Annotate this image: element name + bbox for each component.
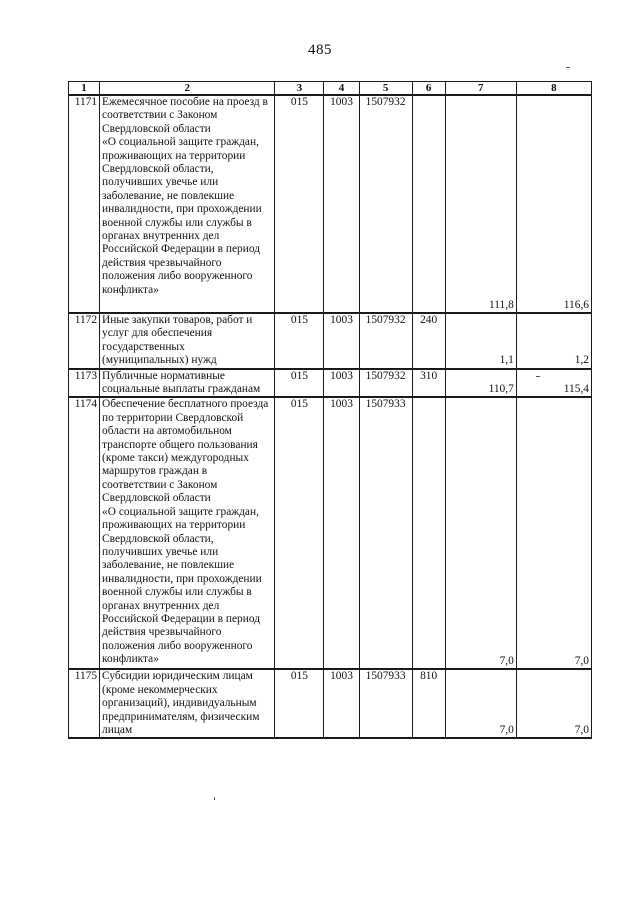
cell-col7: 7,0	[445, 397, 516, 669]
table-row	[69, 669, 592, 738]
row-number: 1171	[69, 95, 100, 313]
cell-col7: 111,8	[445, 95, 516, 313]
cell-col5: 1507932	[359, 369, 412, 398]
table-header-row	[69, 82, 592, 96]
cell-col3: 015	[275, 669, 324, 738]
cell-col7: 1,1	[445, 313, 516, 369]
page-number: 485	[308, 42, 332, 58]
cell-col5: 1507932	[359, 95, 412, 313]
row-name: Субсидии юридическим лицам (кроме некоммерческих организаций), индивидуальным предпринимателям, физическим лицам	[100, 669, 275, 738]
col-header-3: 3	[275, 82, 324, 96]
col-header-1: 1	[69, 82, 100, 96]
row-name: Обеспечение бесплатного проезда по территории Свердловской области на автомобильном транспорте общего пользования (кроме такси) междугородных маршрутов граждан в соответствии с Законом Свердловской области «О социальной защите граждан, проживающих на территории Свердловской области, получивших увечье или заболевание, не повлекшие инвалидности, при прохождении военной службы или службы в органах внутренних дел Российской Федерации в период действия чрезвычайного положения либо вооруженного конфликта»	[100, 397, 275, 669]
col-header-2: 2	[100, 82, 275, 96]
cell-col5: 1507933	[359, 669, 412, 738]
cell-col8: 7,0	[516, 669, 591, 738]
col-header-5: 5	[359, 82, 412, 96]
cell-col5: 1507933	[359, 397, 412, 669]
cell-col5: 1507932	[359, 313, 412, 369]
row-name: Публичные нормативные социальные выплаты гражданам	[100, 369, 275, 398]
cell-col3: 015	[275, 313, 324, 369]
row-number: 1173	[69, 369, 100, 398]
cell-col4: 1003	[324, 95, 359, 313]
table-row	[69, 369, 592, 398]
cell-col3: 015	[275, 95, 324, 313]
cell-col8: 116,6	[516, 95, 591, 313]
cell-col6	[412, 95, 445, 313]
cell-col4: 1003	[324, 369, 359, 398]
table-row	[69, 397, 592, 669]
row-number: 1175	[69, 669, 100, 738]
table-row	[69, 313, 592, 369]
budget-table	[68, 81, 592, 739]
cell-col4: 1003	[324, 313, 359, 369]
row-name: Иные закупки товаров, работ и услуг для обеспечения государственных (муниципальных) нужд	[100, 313, 275, 369]
scan-speck	[214, 797, 215, 800]
cell-col8: 7,0	[516, 397, 591, 669]
row-name: Ежемесячное пособие на проезд в соответствии с Законом Свердловской области «О социальной защите граждан, проживающих на территории Свердловской области, получивших увечье или заболевание, не повлекшие инвалидности, при прохождении военной службы или службы в органах внутренних дел Российской Федерации в период действия чрезвычайного положения либо вооруженного конфликта»	[100, 95, 275, 313]
cell-col3: 015	[275, 369, 324, 398]
cell-col6	[412, 397, 445, 669]
scan-speck	[566, 67, 570, 68]
row-number: 1174	[69, 397, 100, 669]
cell-col7: 7,0	[445, 669, 516, 738]
cell-col6: 310	[412, 369, 445, 398]
col-header-8: 8	[516, 82, 591, 96]
col-header-4: 4	[324, 82, 359, 96]
cell-col8: 115,4	[516, 369, 591, 398]
scan-speck	[536, 376, 540, 377]
col-header-7: 7	[445, 82, 516, 96]
cell-col3: 015	[275, 397, 324, 669]
cell-col6: 810	[412, 669, 445, 738]
table-row	[69, 95, 592, 313]
cell-col4: 1003	[324, 397, 359, 669]
cell-col7: 110,7	[445, 369, 516, 398]
cell-col8: 1,2	[516, 313, 591, 369]
row-number: 1172	[69, 313, 100, 369]
cell-col6: 240	[412, 313, 445, 369]
col-header-6: 6	[412, 82, 445, 96]
cell-col4: 1003	[324, 669, 359, 738]
